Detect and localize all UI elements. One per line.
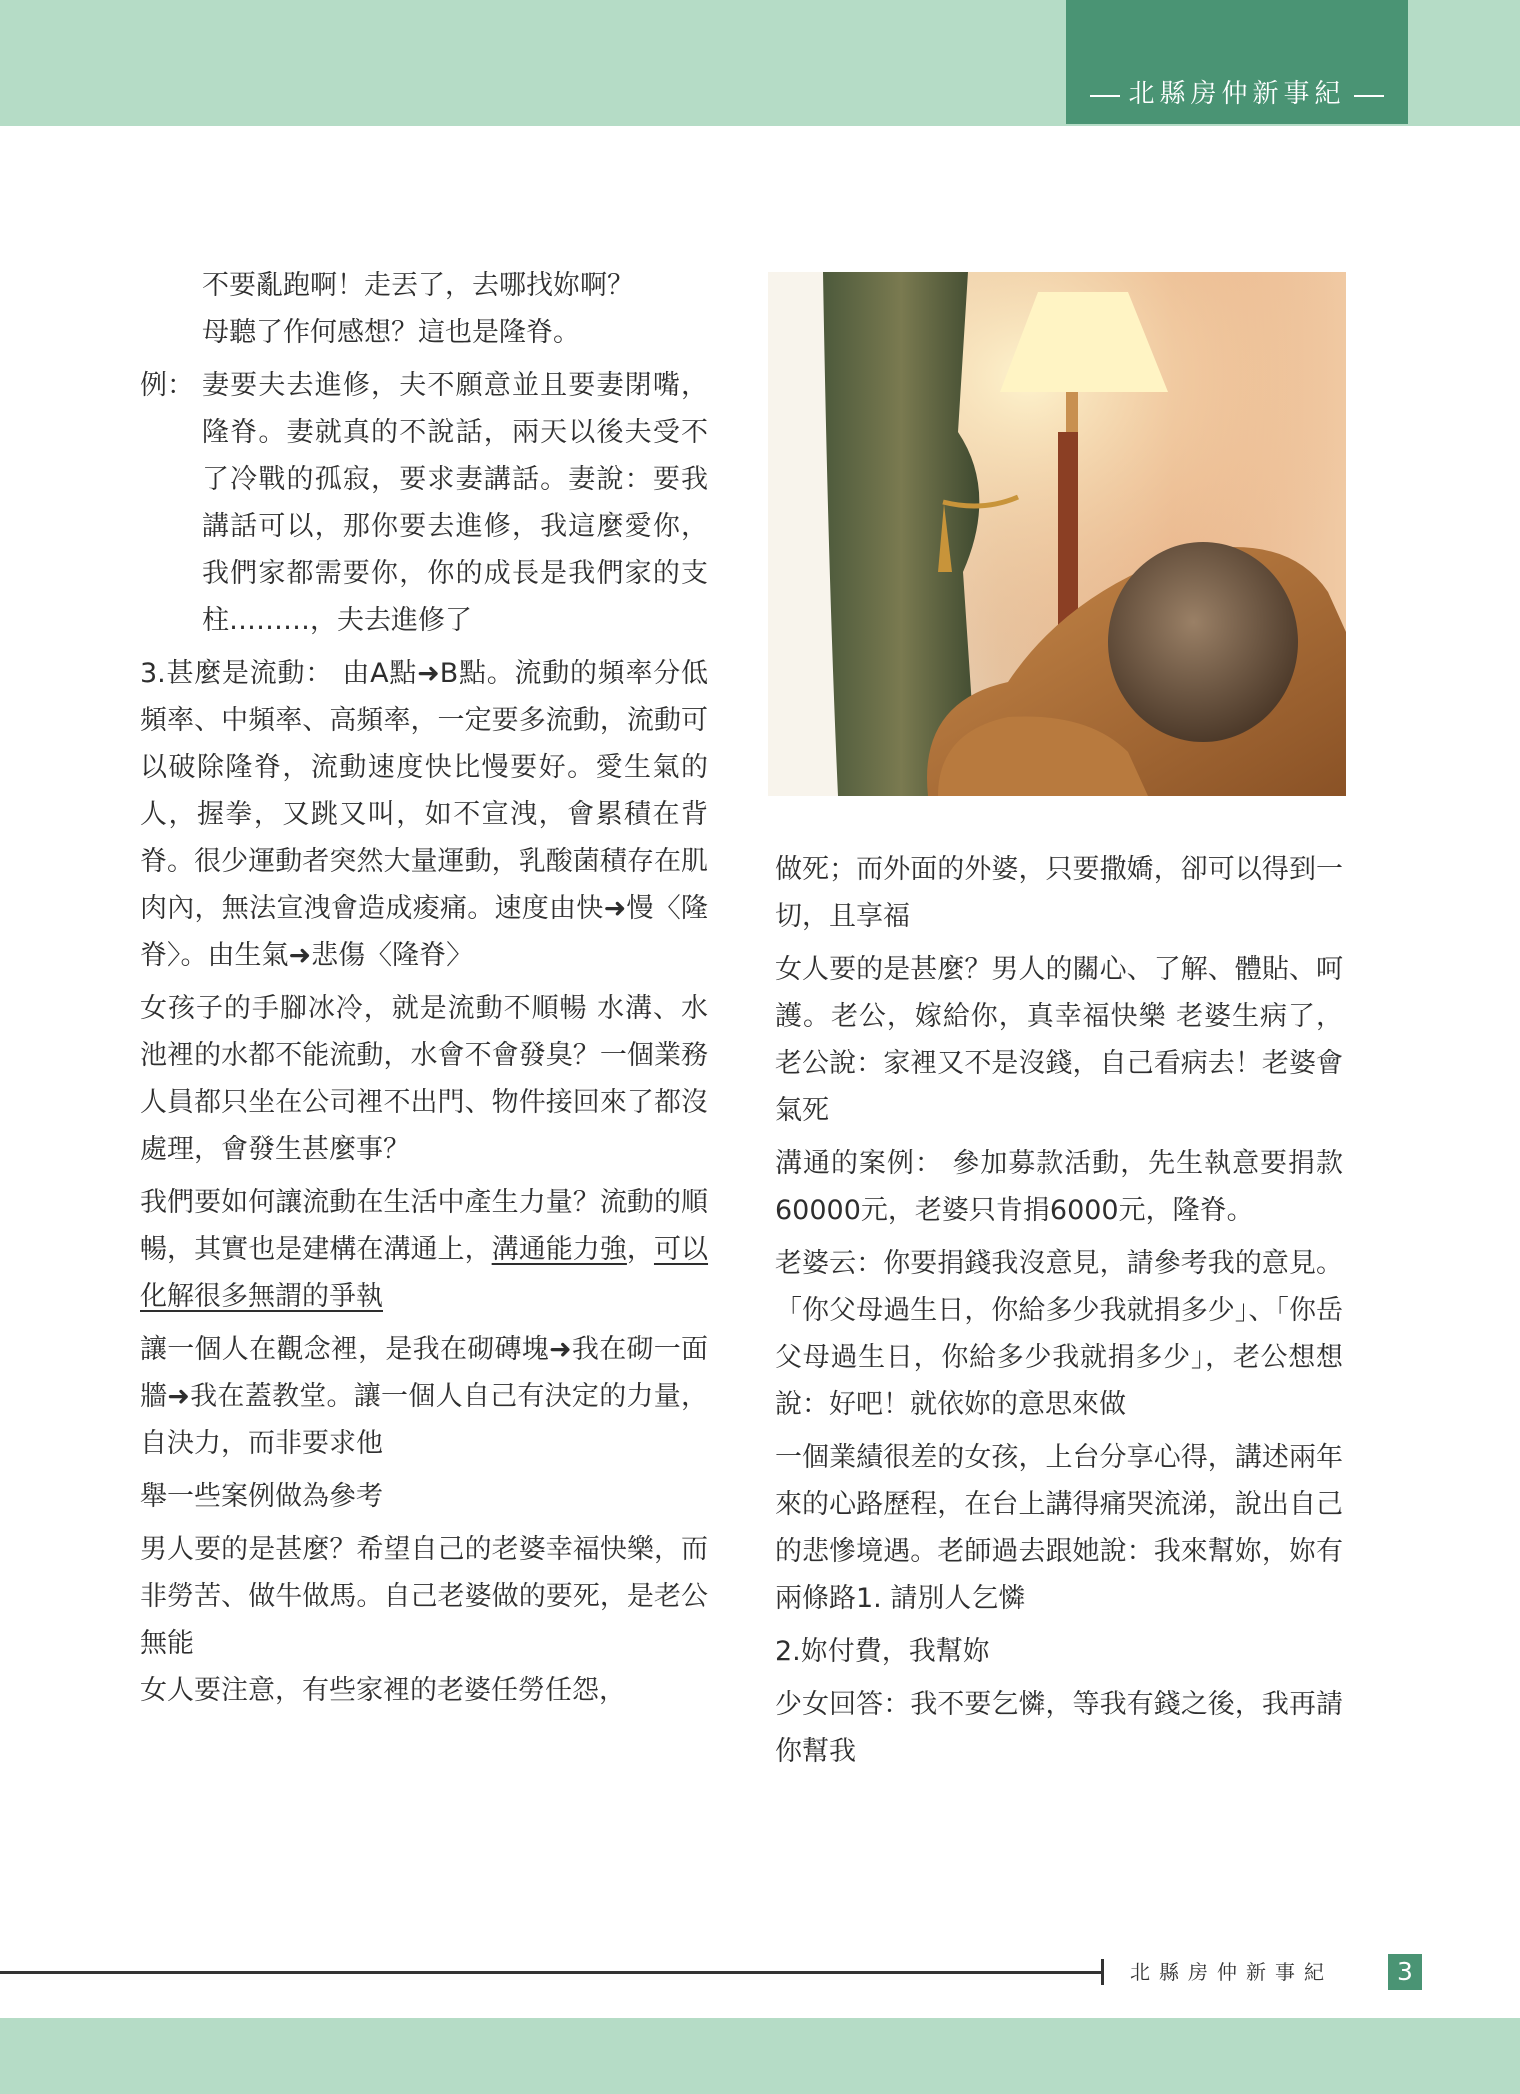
left-p5-comma: ， — [626, 1234, 654, 1265]
right-p3: 溝通的案例： 參加募款活動，先生執意要捐款60000元，老婆只肯捐6000元，隆脊。 — [775, 1148, 1343, 1226]
footer-title: 北縣房仲新事紀 — [1130, 1960, 1333, 1984]
left-p5-underline1: 溝通能力強 — [491, 1234, 627, 1265]
right-p7: 少女回答：我不要乞憐，等我有錢之後，我再請你幫我 — [775, 1689, 1343, 1767]
left-p8: 男人要的是甚麼？希望自己的老婆幸福快樂，而非勞苦、做牛做馬。自己老婆做的要死，是老公無能 — [140, 1534, 708, 1659]
left-p3: 3.甚麼是流動： 由A點➜B點。流動的頻率分低頻率、中頻率、高頻率，一定要多流動，流動可以破除隆脊，流動速度快比慢要好。愛生氣的人，握拳，又跳又叫，如不宣洩，會累積在背脊。很少運動者突然大量運動，乳酸菌積存在肌肉內，無法宣洩會造成痠痛。速度由快➜慢〈隆脊〉。由生氣➜悲傷〈隆脊〉 — [140, 658, 708, 971]
right-p2: 女人要的是甚麼？男人的關心、了解、體貼、呵護。老公，嫁給你，真幸福快樂 老婆生病了，老公說：家裡又不是沒錢，自己看病去！老婆會氣死 — [775, 954, 1343, 1126]
right-column — [775, 846, 1343, 1775]
left-p6: 讓一個人在觀念裡，是我在砌磚塊➜我在砌一面牆➜我在蓋教堂。讓一個人自己有決定的力量，自決力，而非要求他 — [140, 1334, 708, 1459]
left-p5-text: 我們要如何讓流動在生活中產生力量？流動的順暢，其實也是建構在溝通上， — [140, 1187, 708, 1265]
round-cushion-shape — [1108, 542, 1298, 742]
left-p5 — [140, 1179, 708, 1320]
right-p6: 2.妳付費，我幫妳 — [775, 1636, 990, 1667]
header-title: 北縣房仲新事紀 — [1128, 79, 1346, 109]
left-p7: 舉一些案例做為參考 — [140, 1481, 383, 1512]
lamp-chair-photo — [768, 272, 1346, 796]
lamp-chair-illustration — [768, 272, 1346, 796]
bottom-band — [0, 2018, 1520, 2094]
left-p1-line2: 母聽了作何感想？這也是隆脊。 — [202, 317, 580, 348]
left-p9: 女人要注意，有些家裡的老婆任勞任怨， — [140, 1675, 626, 1706]
example-block — [140, 362, 708, 644]
page-number: 3 — [1388, 1954, 1422, 1990]
header-dash-left — [1090, 95, 1120, 97]
header-dash-right — [1354, 95, 1384, 97]
left-p5-underline2: 可以化解很多無謂的爭執 — [140, 1234, 709, 1312]
example-marker: 例： — [140, 370, 194, 401]
right-p1: 做死；而外面的外婆，只要撒嬌，卻可以得到一切，且享福 — [775, 854, 1343, 932]
left-p4: 女孩子的手腳冰冷，就是流動不順暢 水溝、水池裡的水都不能流動，水會不會發臭？一個業務人員都只坐在公司裡不出門、物件接回來了都沒處理，會發生甚麼事？ — [140, 993, 708, 1165]
footer-rule — [0, 1971, 1102, 1974]
example-body: 妻要夫去進修，夫不願意並且要妻閉嘴，隆脊。妻就真的不說話，兩天以後夫受不了冷戰的孤寂，要求妻講話。妻說：要我講話可以，那你要去進修，我這麼愛你，我們家都需要你，你的成長是我們家的支柱………，夫去進修了 — [202, 370, 708, 636]
right-p5: 一個業績很差的女孩，上台分享心得，講述兩年來的心路歷程，在台上講得痛哭流涕，說出自己的悲慘境遇。老師過去跟她說：我來幫妳，妳有兩條路1. 請別人乞憐 — [775, 1442, 1343, 1614]
left-p1-line1: 不要亂跑啊！走丟了，去哪找妳啊？ — [202, 270, 634, 301]
left-column — [140, 262, 708, 1714]
right-p4: 老婆云：你要捐錢我沒意見，請參考我的意見。「你父母過生日，你給多少我就捐多少」、「你岳父母過生日，你給多少我就捐多少」，老公想想說：好吧！就依妳的意思來做 — [775, 1248, 1343, 1420]
header-tab — [1066, 0, 1408, 124]
footer-rule-end — [1101, 1959, 1104, 1985]
